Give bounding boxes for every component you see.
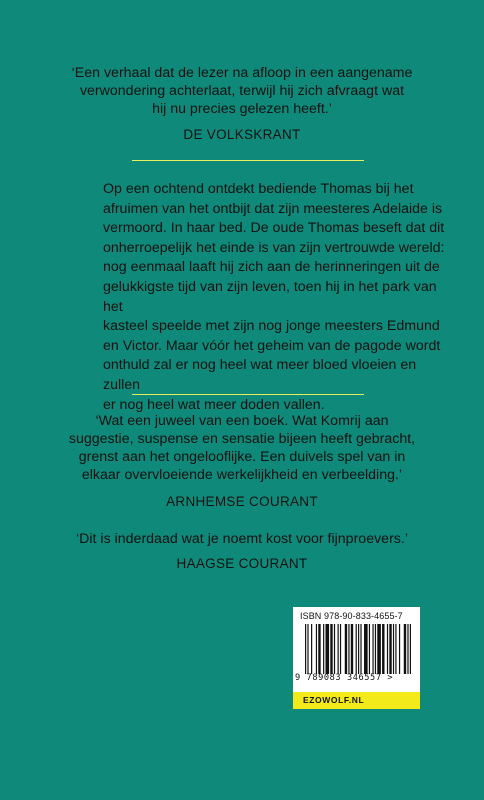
blurb-line: gelukkigste tijd van zijn leven, toen hij in het park van het [103, 278, 437, 315]
barcode-bar [351, 624, 353, 674]
barcode-bars [305, 624, 411, 674]
barcode-bar [410, 624, 411, 674]
barcode-bar [316, 624, 317, 674]
quote-source-arnhemse-courant: ARNHEMSE COURANT [166, 494, 318, 509]
barcode-bar [389, 624, 391, 674]
barcode-bar [375, 624, 376, 674]
barcode-bar [307, 624, 308, 674]
quote-line: suggestie, suspense en sensatie bijeen heeft gebracht, [68, 431, 416, 447]
barcode-bar [387, 624, 388, 674]
quote-line: verwondering achterlaat, terwijl hij zich afvraagt wat [79, 83, 405, 99]
quote-line: elkaar overvloeiende werkelijkheid en verbeelding.’ [81, 467, 403, 483]
barcode-bar [377, 624, 381, 674]
divider-bottom [132, 394, 364, 395]
barcode-bar [311, 624, 312, 674]
barcode-bar [404, 624, 406, 674]
divider-top [132, 160, 364, 161]
barcode-bar [407, 624, 408, 674]
quote-source-volkskrant: DE VOLKSKRANT [183, 127, 301, 142]
barcode-bar [340, 624, 341, 674]
barcode-bar [382, 624, 384, 674]
barcode-bar [348, 624, 349, 674]
blurb-line: er nog heel wat meer doden vallen. [103, 396, 325, 413]
barcode-bar [325, 624, 329, 674]
publisher-strip [293, 692, 420, 709]
blurb-line: Op een ochtend ontdekt bediende Thomas bij het [103, 181, 414, 197]
barcode-bar [305, 624, 306, 674]
barcode-bar [360, 624, 361, 674]
quote-volkskrant [40, 64, 444, 118]
barcode-bar [330, 624, 332, 674]
isbn-label: ISBN 978-90-833-4655-7 [300, 611, 403, 621]
blurb-line: onthuld zal er nog heel wat meer bloed vloeien en zullen [103, 357, 417, 393]
blurb-line: vermoord. In haar bed. De oude Thomas beseft dat dit [103, 220, 445, 237]
quote-line: hij nu precies gelezen heeft.’ [152, 101, 332, 117]
quote-source-haagse-courant: HAAGSE COURANT [176, 556, 308, 571]
barcode-bar [395, 624, 396, 674]
barcode-bar [393, 624, 394, 674]
blurb-line: kasteel speelde met zijn nog jonge meesters Edmund [103, 318, 440, 335]
isbn-barcode [293, 607, 420, 692]
barcode-bar [399, 624, 400, 674]
quote-line: ‘Een verhaal dat de lezer na afloop in een aangename [71, 65, 413, 81]
barcode-bar [323, 624, 324, 674]
barcode-bar [334, 624, 335, 674]
quote-arnhemse-courant [40, 412, 444, 484]
quote-line: grenst aan het ongelooflijke. Een duivels spel van in [78, 449, 406, 465]
quote-haagse-courant [40, 530, 444, 548]
barcode-bar [369, 624, 370, 674]
barcode-bar [372, 624, 373, 674]
quote-line: ‘Wat een juweel van een boek. Wat Komrij aan [95, 413, 389, 429]
barcode-bar [356, 624, 357, 674]
barcode-digits: 9 789083 346557 > [295, 673, 394, 683]
blurb-line: onherroepelijk het einde is van zijn vertrouwde wereld: [103, 239, 445, 256]
barcode-bar [318, 624, 320, 674]
barcode-bar [358, 624, 359, 674]
blurb-line: nog eenmaal laaft hij zich aan de herinneringen uit de [103, 259, 440, 276]
blurb-line: afruimen van het ontbijt dat zijn meesteres Adelaide is [103, 200, 443, 217]
blurb-line: en Victor. Maar vóór het geheim van de pagode wordt [103, 337, 441, 354]
publisher-name: EZOWOLF.NL [303, 695, 365, 705]
barcode-bar [345, 624, 347, 674]
barcode-bar [364, 624, 368, 674]
back-cover-blurb [103, 180, 448, 415]
quote-line: ‘Dit is inderdaad wat je noemt kost voor fijnproevers.’ [76, 531, 408, 547]
barcode-bar [338, 624, 339, 674]
